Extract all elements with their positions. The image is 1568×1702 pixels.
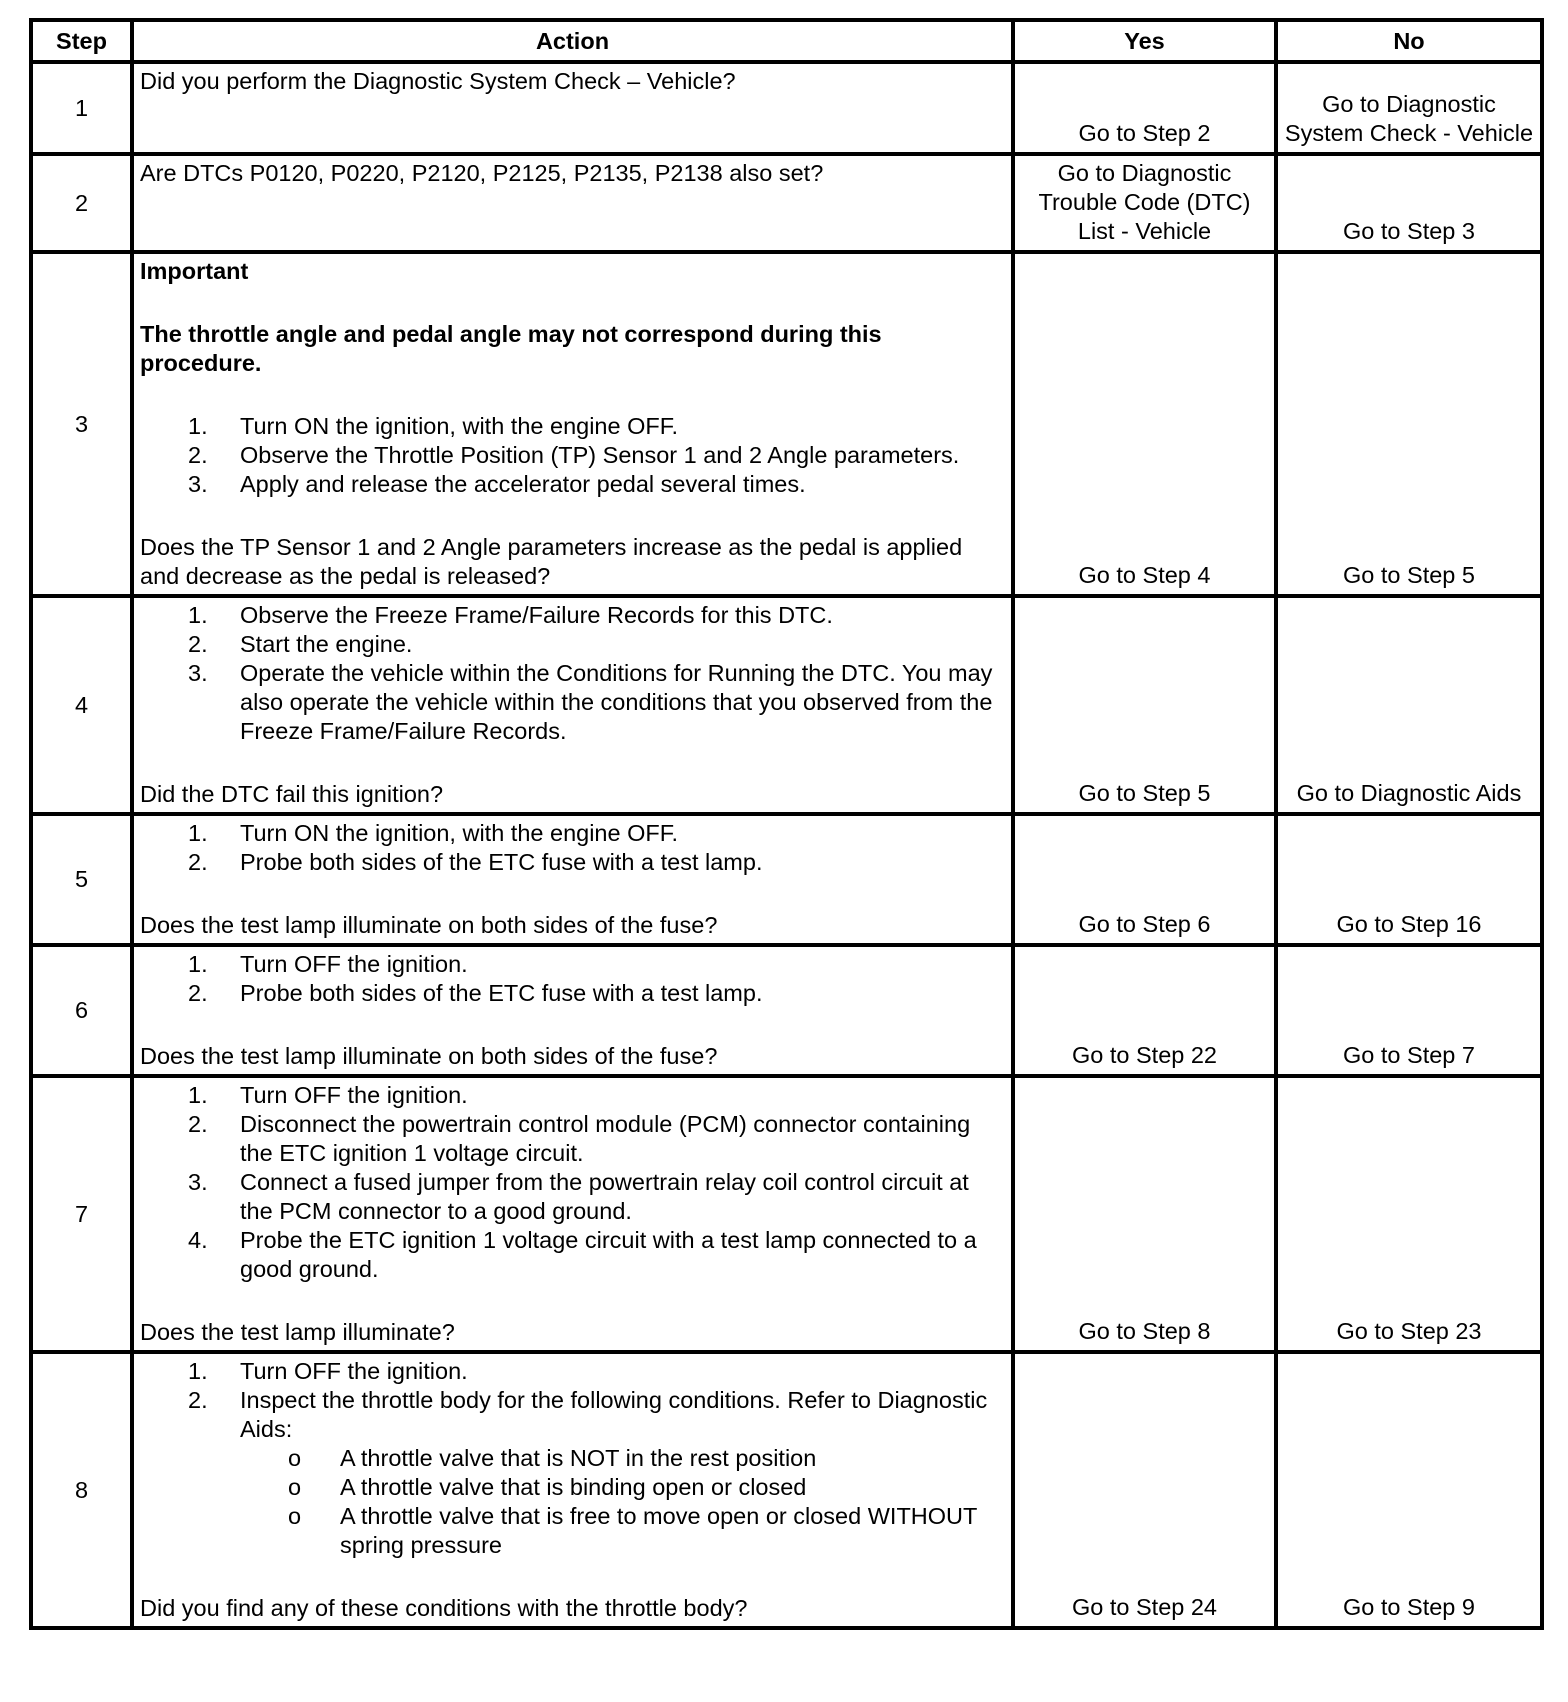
yes-cell: Go to Step 24 <box>1013 1352 1276 1628</box>
condition-list <box>140 1444 1005 1560</box>
diagnostic-table <box>29 18 1544 1630</box>
procedure-list <box>140 1357 1005 1560</box>
bullet-item: o A throttle valve that is NOT in the rest position <box>288 1445 817 1471</box>
no-cell: Go to Diagnostic System Check - Vehicle <box>1276 62 1542 154</box>
bullet-item: o A throttle valve that is free to move open or closed WITHOUT spring pressure <box>288 1503 977 1558</box>
step-number: 1 <box>31 62 132 154</box>
list-item: 1. Observe the Freeze Frame/Failure Records for this DTC. <box>188 602 833 628</box>
action-cell <box>132 252 1013 596</box>
procedure-list <box>140 950 1005 1008</box>
question-text: Did you find any of these conditions with the throttle body? <box>140 1595 748 1621</box>
table-row <box>31 596 1542 814</box>
step-number: 2 <box>31 154 132 252</box>
header-action: Action <box>132 20 1013 62</box>
list-item: 1. Turn OFF the ignition. <box>188 1358 468 1384</box>
list-item: 3. Apply and release the accelerator pedal several times. <box>188 471 806 497</box>
bullet-item: o A throttle valve that is binding open or closed <box>288 1474 807 1500</box>
yes-cell: Go to Step 6 <box>1013 814 1276 945</box>
question-text: Does the test lamp illuminate on both sides of the fuse? <box>140 912 718 938</box>
question-text: Did you perform the Diagnostic System Check – Vehicle? <box>140 68 736 94</box>
no-cell: Go to Step 3 <box>1276 154 1542 252</box>
list-item: 2. Start the engine. <box>188 631 413 657</box>
important-heading: Important <box>140 258 249 284</box>
step-number: 5 <box>31 814 132 945</box>
bullet-icon: o <box>288 1503 302 1529</box>
no-cell: Go to Step 9 <box>1276 1352 1542 1628</box>
list-item: 1. Turn ON the ignition, with the engine OFF. <box>188 413 679 439</box>
question-text: Did the DTC fail this ignition? <box>140 781 444 807</box>
no-cell: Go to Diagnostic Aids <box>1276 596 1542 814</box>
important-text: The throttle angle and pedal angle may not correspond during this procedure. <box>140 321 882 376</box>
no-cell: Go to Step 16 <box>1276 814 1542 945</box>
action-cell <box>132 596 1013 814</box>
table-row <box>31 945 1542 1076</box>
table-row <box>31 814 1542 945</box>
step-number: 6 <box>31 945 132 1076</box>
table-row <box>31 1352 1542 1628</box>
action-cell <box>132 62 1013 154</box>
action-cell <box>132 154 1013 252</box>
step-number: 4 <box>31 596 132 814</box>
action-cell <box>132 1352 1013 1628</box>
action-cell <box>132 1076 1013 1352</box>
yes-cell: Go to Diagnostic Trouble Code (DTC) List - Vehicle <box>1013 154 1276 252</box>
yes-cell: Go to Step 5 <box>1013 596 1276 814</box>
question-text: Are DTCs P0120, P0220, P2120, P2125, P2135, P2138 also set? <box>140 160 824 186</box>
bullet-icon: o <box>288 1445 302 1471</box>
bullet-icon: o <box>288 1474 302 1500</box>
step-number: 3 <box>31 252 132 596</box>
list-item: 4. Probe the ETC ignition 1 voltage circuit with a test lamp connected to a good ground. <box>188 1227 977 1282</box>
list-item: 2. Disconnect the powertrain control module (PCM) connector containing the ETC ignition 1 voltage circuit. <box>188 1111 971 1166</box>
yes-cell: Go to Step 4 <box>1013 252 1276 596</box>
no-cell: Go to Step 23 <box>1276 1076 1542 1352</box>
table-row <box>31 252 1542 596</box>
list-item: 2. Observe the Throttle Position (TP) Sensor 1 and 2 Angle parameters. <box>188 442 960 468</box>
table-row <box>31 62 1542 154</box>
procedure-list <box>140 819 1005 877</box>
procedure-list <box>140 412 1005 499</box>
procedure-list <box>140 601 1005 746</box>
header-step: Step <box>31 20 132 62</box>
question-text: Does the TP Sensor 1 and 2 Angle parameters increase as the pedal is applied and decrease as the pedal is released? <box>140 534 963 589</box>
procedure-list <box>140 1081 1005 1284</box>
no-cell: Go to Step 5 <box>1276 252 1542 596</box>
list-item: 3. Operate the vehicle within the Conditions for Running the DTC. You may also operate the vehicle within the conditions that you observed from the Freeze Frame/Failure Records. <box>188 660 993 744</box>
header-yes: Yes <box>1013 20 1276 62</box>
list-item: 1. Turn ON the ignition, with the engine OFF. <box>188 820 679 846</box>
list-item: 2. Probe both sides of the ETC fuse with a test lamp. <box>188 980 763 1006</box>
list-item: 1. Turn OFF the ignition. <box>188 1082 468 1108</box>
header-row <box>31 20 1542 62</box>
question-text: Does the test lamp illuminate on both sides of the fuse? <box>140 1043 718 1069</box>
action-cell <box>132 945 1013 1076</box>
step-number: 7 <box>31 1076 132 1352</box>
no-cell: Go to Step 7 <box>1276 945 1542 1076</box>
header-no: No <box>1276 20 1542 62</box>
list-item: 2. Inspect the throttle body for the following conditions. Refer to Diagnostic Aids: o A throttle valve that is NOT in the rest position o A throttle valve that is binding open or closed o A throttle valve that is free to move open or closed WITHOUT spring pressure <box>140 1386 1005 1560</box>
table-row <box>31 1076 1542 1352</box>
action-cell <box>132 814 1013 945</box>
list-item: 2. Probe both sides of the ETC fuse with a test lamp. <box>188 849 763 875</box>
list-item: 3. Connect a fused jumper from the powertrain relay coil control circuit at the PCM connector to a good ground. <box>188 1169 969 1224</box>
table-row <box>31 154 1542 252</box>
yes-cell: Go to Step 8 <box>1013 1076 1276 1352</box>
question-text: Does the test lamp illuminate? <box>140 1319 455 1345</box>
yes-cell: Go to Step 22 <box>1013 945 1276 1076</box>
step-number: 8 <box>31 1352 132 1628</box>
yes-cell: Go to Step 2 <box>1013 62 1276 154</box>
list-item: 1. Turn OFF the ignition. <box>188 951 468 977</box>
